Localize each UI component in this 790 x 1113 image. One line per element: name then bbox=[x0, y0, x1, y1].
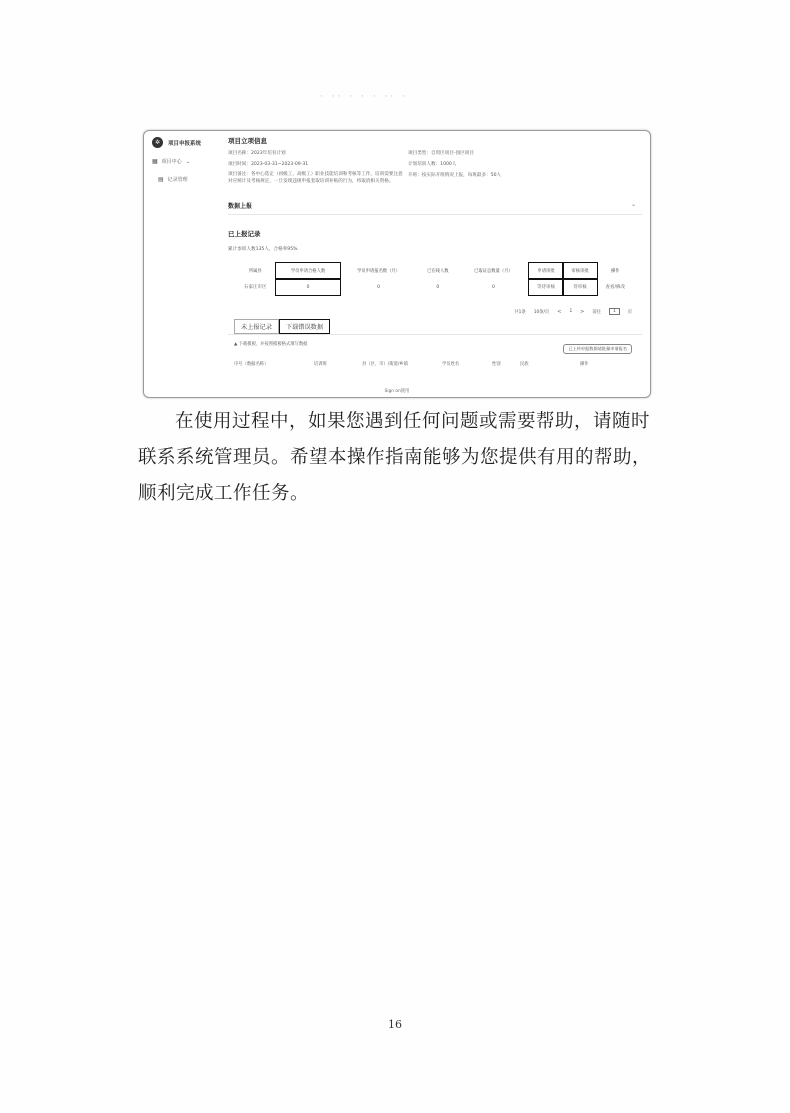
page-number: 16 bbox=[388, 1018, 402, 1031]
batch-apply-button[interactable]: 已上传申报数据请批量申请报名 bbox=[563, 344, 632, 354]
reported-title: 已上报记录 bbox=[228, 230, 261, 238]
unreported-table-header bbox=[234, 361, 634, 367]
cell-audit-review[interactable]: 待审核 bbox=[563, 279, 596, 295]
triangle-icon: ▲ bbox=[234, 342, 238, 347]
goto-label: 前往 bbox=[592, 309, 601, 315]
screenshot-footer: Sign on使用 bbox=[384, 389, 410, 394]
project-note-right: 开班：按实际开班情况上报，每班最多：50人 bbox=[408, 173, 502, 178]
col-online: 已在线人数 bbox=[427, 269, 449, 274]
table-header-row bbox=[234, 263, 634, 279]
col-apply-review: 申请审批 bbox=[529, 263, 564, 279]
col-seq: 序号（数据名称） bbox=[234, 362, 269, 367]
app-title: 项目申报系统 bbox=[168, 140, 202, 147]
notice-text: 下载模板，并按照模板格式填写数据 bbox=[238, 342, 308, 347]
reported-table bbox=[234, 263, 634, 295]
col-county: 所属县 bbox=[248, 269, 262, 274]
chevron-down-icon: ⌄ bbox=[185, 158, 190, 165]
sidebar-item-project-center[interactable] bbox=[152, 158, 190, 165]
sidebar-item-label: 项目中心 bbox=[161, 159, 182, 165]
cell-qualified: 0 bbox=[276, 279, 339, 295]
col-ethnicity: 民族 bbox=[520, 362, 529, 367]
col-region: 县（区、市）/街道/乡镇 bbox=[362, 362, 408, 367]
record-tabs bbox=[234, 319, 330, 334]
prev-page-button[interactable]: < bbox=[557, 308, 562, 315]
project-period: 项目时间：2023-03-31~2023-09-31 bbox=[228, 162, 309, 167]
col-actions: 操作 bbox=[611, 269, 620, 274]
view-edit-link[interactable]: 查看/修改 bbox=[605, 285, 626, 290]
col-student: 学员姓名 bbox=[442, 362, 460, 367]
table-row bbox=[234, 279, 634, 295]
sidebar-item-label: 记录管理 bbox=[167, 177, 188, 183]
divider bbox=[228, 214, 642, 215]
data-report-toggle[interactable]: 数据上报 bbox=[228, 203, 253, 210]
main-content bbox=[228, 131, 642, 397]
col-certified: 已取证总数量（月） bbox=[474, 269, 513, 274]
cell-county: 石家庄市区 bbox=[243, 285, 267, 290]
page-size-select[interactable]: 10条/页 bbox=[533, 309, 550, 315]
project-note: 项目备注：各中心选定（初级工、高级工）职业技能培训和考核等工作，培训需要注意对应统计及考核规定，一旦发现违规申报套取培训补贴的行为，将取消相关资格。 bbox=[228, 172, 403, 184]
logo-icon: ✲ bbox=[152, 137, 163, 148]
goto-unit: 页 bbox=[627, 309, 632, 315]
col-class: 培训班 bbox=[314, 362, 327, 367]
tab-download-errors[interactable]: 下载错误数据 bbox=[279, 319, 330, 334]
sidebar-item-records[interactable] bbox=[158, 176, 188, 183]
doc-icon: ▤ bbox=[158, 176, 164, 183]
cell-applied: 0 bbox=[377, 284, 380, 290]
project-info-title: 项目立项信息 bbox=[228, 137, 267, 145]
cell-certified: 0 bbox=[492, 284, 495, 290]
total-count: 共1条 bbox=[514, 309, 526, 315]
goto-page-input[interactable]: 1 bbox=[609, 308, 620, 315]
scan-noise: · ·· · · · ·· · bbox=[320, 92, 408, 102]
cell-apply-review[interactable]: 等待审核 bbox=[529, 279, 564, 295]
pagination bbox=[514, 308, 632, 315]
col-actions: 操作 bbox=[580, 362, 589, 367]
col-gender: 性别 bbox=[492, 362, 501, 367]
project-category: 项目类型：自贸区项目-园区项目 bbox=[408, 151, 474, 156]
upload-notice bbox=[234, 341, 307, 347]
chevron-down-icon[interactable]: ⌄ bbox=[630, 201, 636, 208]
project-name: 项目名称：2023年培育计划 bbox=[228, 151, 286, 156]
col-applied: 学员申请报名数（月） bbox=[357, 269, 400, 274]
embedded-screenshot bbox=[143, 130, 651, 398]
body-paragraph: 在使用过程中，如果您遇到任何问题或需要帮助，请随时联系系统管理员。希望本操作指南能够为您提供有用的帮助，顺利完成工作任务。 bbox=[138, 411, 652, 504]
col-qualified: 学员申请合格人数 bbox=[276, 263, 339, 279]
next-page-button[interactable]: > bbox=[580, 308, 585, 315]
project-quota: 计划培训人数：1000人 bbox=[408, 162, 457, 167]
grid-icon: ▦ bbox=[152, 158, 158, 165]
cell-online: 0 bbox=[436, 284, 440, 290]
reported-summary: 累计参训人数135人，合格率95% bbox=[228, 247, 298, 252]
app-header bbox=[152, 137, 201, 148]
sidebar bbox=[144, 131, 222, 397]
current-page[interactable]: 1 bbox=[569, 309, 573, 314]
divider bbox=[228, 334, 642, 335]
tab-unreported[interactable]: 未上报记录 bbox=[234, 319, 279, 334]
col-audit-review: 审核审批 bbox=[563, 263, 596, 279]
